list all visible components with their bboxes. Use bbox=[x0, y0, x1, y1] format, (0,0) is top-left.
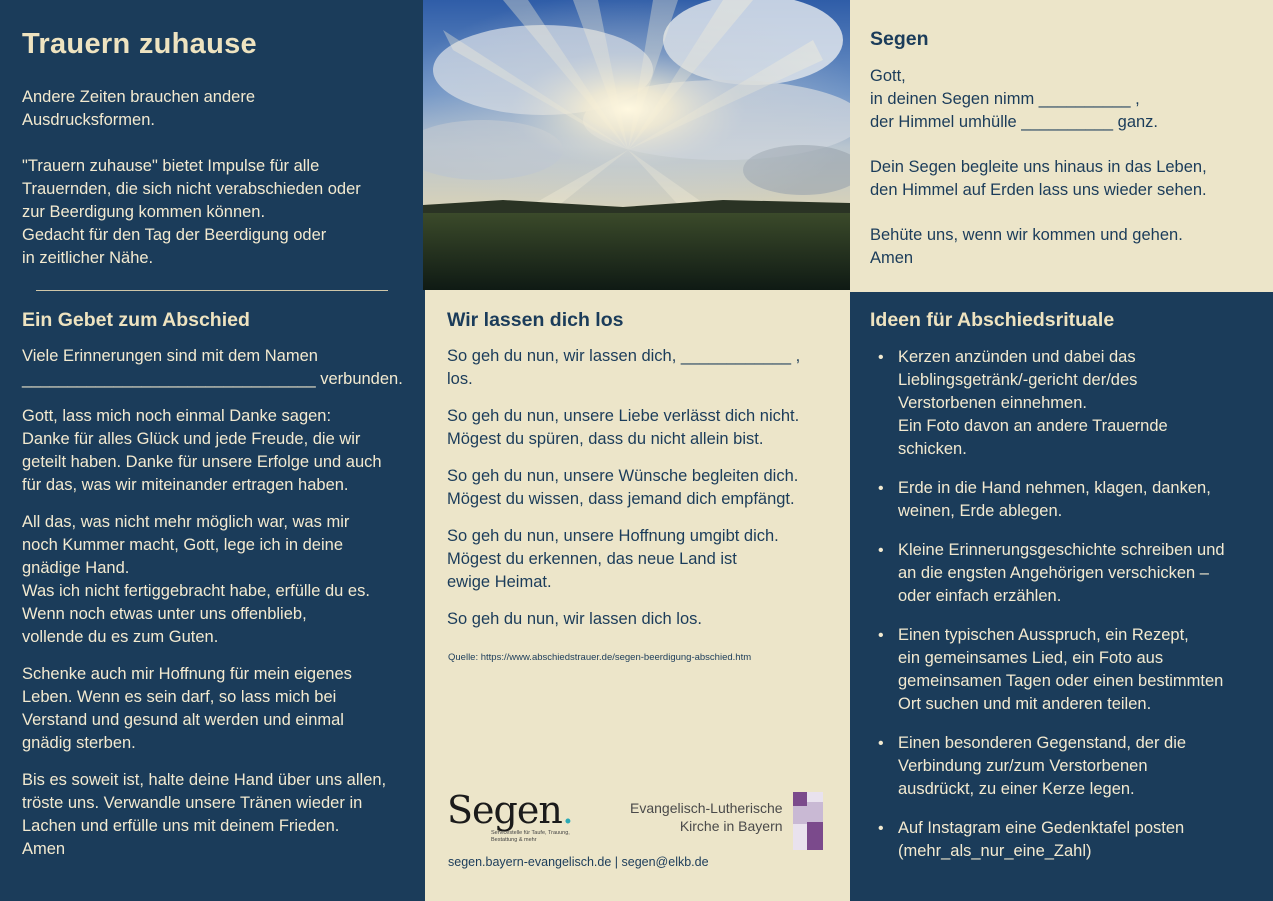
sunburst-landscape-image bbox=[423, 0, 850, 290]
divider-line bbox=[36, 290, 388, 291]
segen-logo-word: Segen bbox=[447, 788, 562, 832]
letgo-paragraph-4: So geh du nun, unsere Hoffnung umgibt dich. Mögest du erkennen, das neue Land ist ewige Heimat. bbox=[447, 527, 779, 591]
prayer-paragraph-1: Viele Erinnerungen sind mit dem Namen ________________________________ verbunden. bbox=[22, 347, 403, 388]
contact-line[interactable]: segen.bayern-evangelisch.de | segen@elkb.de bbox=[448, 855, 709, 869]
prayer-paragraph-3: All das, was nicht mehr möglich war, was mir noch Kummer macht, Gott, lege ich in deine gnädige Hand. Was ich nicht fertiggebracht habe, erfülle du es. Wenn noch etwas unter uns offenblieb, vollende du es zum Guten. bbox=[22, 513, 370, 646]
letgo-paragraph-1: So geh du nun, wir lassen dich, ____________ , los. bbox=[447, 347, 801, 388]
ritual-item: • Auf Instagram eine Gedenktafel posten (mehr_als_nur_eine_Zahl) bbox=[898, 817, 1253, 863]
blessing-title: Segen bbox=[870, 28, 929, 50]
source-link[interactable]: Quelle: https://www.abschiedstrauer.de/segen-beerdigung-abschied.htm bbox=[448, 652, 752, 663]
elkb-line-1: Evangelisch-Lutherische bbox=[630, 800, 783, 816]
elkb-line-2: Kirche in Bayern bbox=[679, 817, 783, 834]
prayer-paragraph-2: Gott, lass mich noch einmal Danke sagen: Danke für alles Glück und jede Freude, die wir geteilt haben. Danke für unsere Erfolge und auch für das, was wir miteinander ertragen haben. bbox=[22, 407, 382, 494]
segen-logo-dot: . bbox=[561, 788, 573, 832]
blessing-paragraph-2: Dein Segen begleite uns hinaus in das Leben, den Himmel auf Erden lass uns wieder sehen. bbox=[870, 158, 1207, 199]
sky-photo bbox=[423, 0, 850, 290]
ritual-item: • Erde in die Hand nehmen, klagen, danken, weinen, Erde ablegen. bbox=[898, 477, 1253, 523]
rituals-list bbox=[870, 346, 1253, 863]
intro-paragraph-2: "Trauern zuhause" bietet Impulse für alle Trauernden, die sich nicht verabschieden oder zur Beerdigung kommen können. Gedacht für den Tag der Beerdigung oder in zeitlicher Nähe. bbox=[22, 157, 361, 267]
elkb-logo-text bbox=[630, 800, 783, 835]
prayer-paragraph-4: Schenke auch mir Hoffnung für mein eigenes Leben. Wenn es sein darf, so lass mich bei Verstand und gesund alt werden und einmal gnädig sterben. bbox=[22, 665, 352, 752]
ritual-item: • Einen besonderen Gegenstand, der die Verbindung zur/zum Verstorbenen ausdrückt, zu einer Kerze legen. bbox=[898, 732, 1253, 801]
intro-panel bbox=[0, 0, 423, 292]
blessing-paragraph-1: Gott, in deinen Segen nimm __________ , der Himmel umhülle __________ ganz. bbox=[870, 67, 1159, 131]
segen-logo-tagline: Servicestelle für Taufe, Trauung, Bestattung & mehr bbox=[491, 830, 570, 843]
letgo-paragraph-5: So geh du nun, wir lassen dich los. bbox=[447, 610, 702, 628]
prayer-title: Ein Gebet zum Abschied bbox=[22, 309, 250, 331]
elkb-logo-icon bbox=[793, 792, 823, 850]
page-title: Trauern zuhause bbox=[22, 28, 257, 60]
rituals-title: Ideen für Abschiedsrituale bbox=[870, 309, 1115, 331]
ritual-item: • Kleine Erinnerungsgeschichte schreiben und an die engsten Angehörigen verschicken – oder einfach erzählen. bbox=[898, 539, 1253, 608]
segen-logo bbox=[447, 790, 573, 843]
blessing-paragraph-3: Behüte uns, wenn wir kommen und gehen. Amen bbox=[870, 226, 1183, 267]
ritual-item: • Einen typischen Ausspruch, ein Rezept, ein gemeinsames Lied, ein Foto aus gemeinsamen Tagen oder einen bestimmten Ort suchen und mit anderen teilen. bbox=[898, 624, 1253, 716]
prayer-paragraph-5: Bis es soweit ist, halte deine Hand über uns allen, tröste uns. Verwandle unsere Tränen wieder in Lachen und erfülle uns mit deinem Frieden. Amen bbox=[22, 771, 387, 858]
rituals-panel bbox=[850, 292, 1273, 901]
letgo-title: Wir lassen dich los bbox=[447, 309, 624, 331]
blessing-panel bbox=[850, 0, 1273, 292]
intro-paragraph-1: Andere Zeiten brauchen andere Ausdrucksformen. bbox=[22, 88, 255, 129]
letgo-paragraph-3: So geh du nun, unsere Wünsche begleiten dich. Mögest du wissen, dass jemand dich empfängt. bbox=[447, 467, 799, 508]
letgo-paragraph-2: So geh du nun, unsere Liebe verlässt dich nicht. Mögest du spüren, dass du nicht allein bist. bbox=[447, 407, 800, 448]
ritual-item: • Kerzen anzünden und dabei das Lieblingsgetränk/-gericht der/des Verstorbenen einnehmen. Ein Foto davon an andere Trauernde schicken. bbox=[898, 346, 1253, 461]
letgo-panel bbox=[425, 290, 850, 901]
prayer-panel bbox=[0, 292, 425, 901]
